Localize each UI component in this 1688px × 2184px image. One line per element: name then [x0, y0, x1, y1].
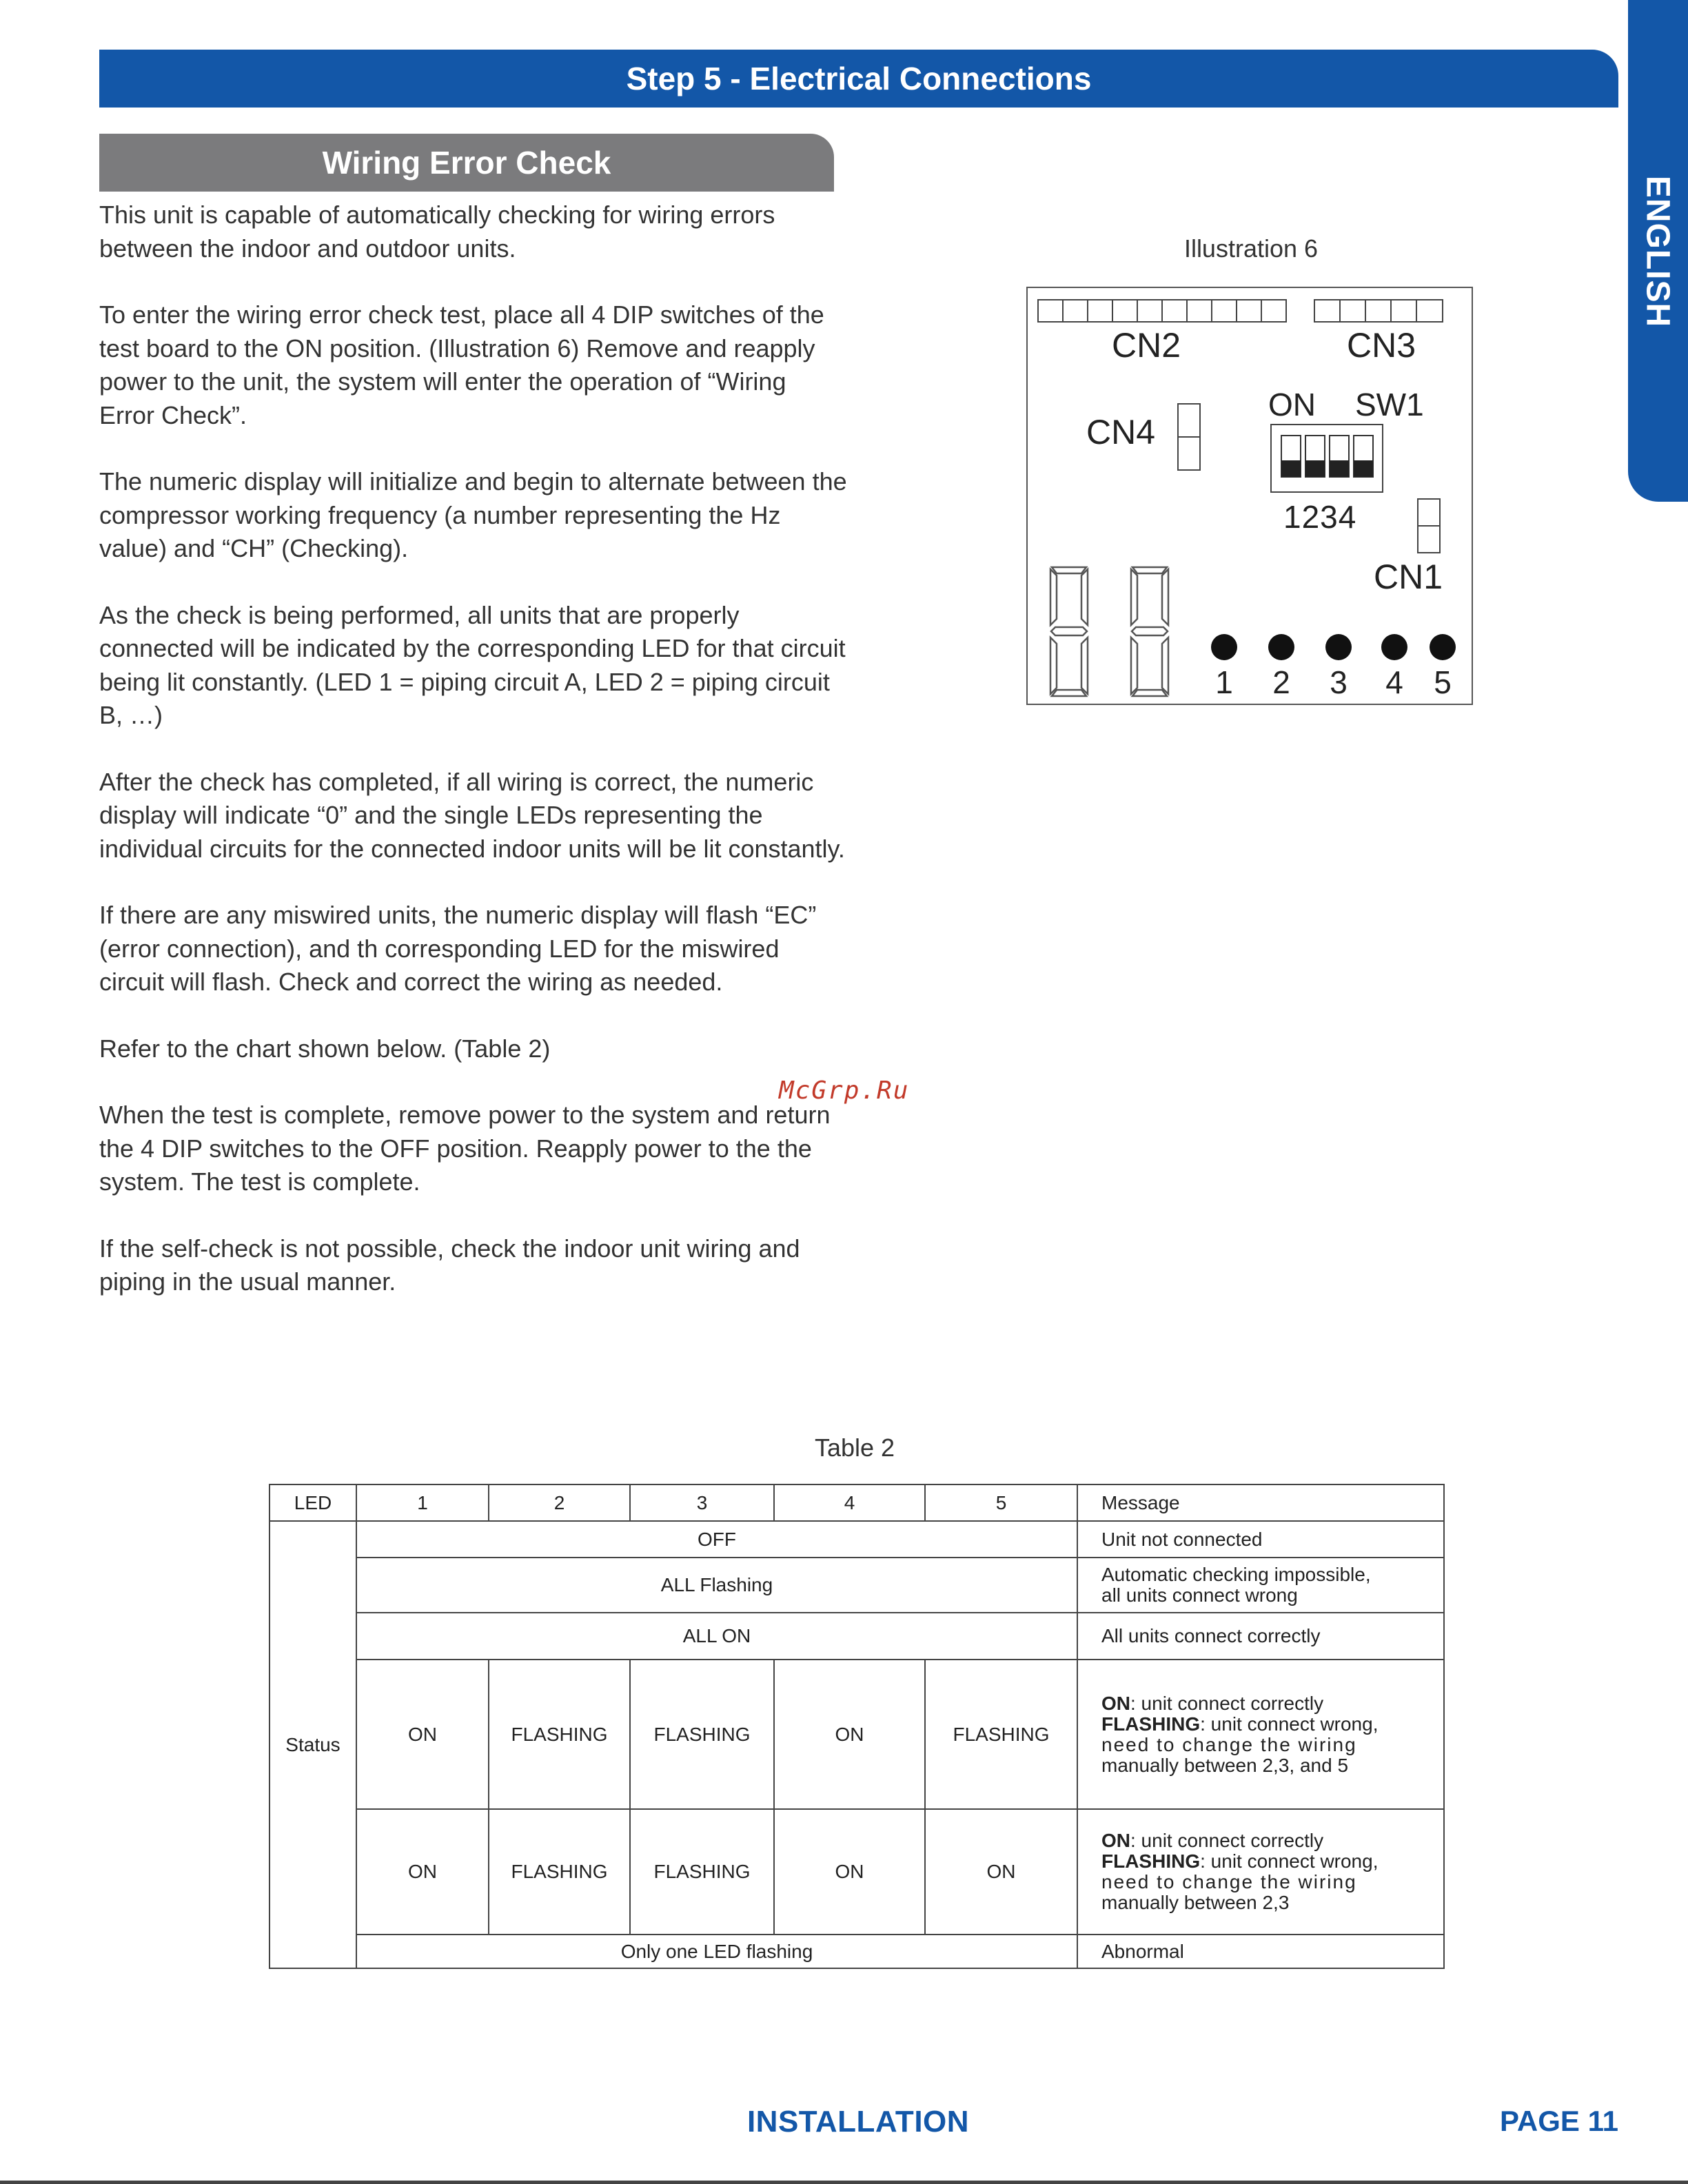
message-cell: Abnormal	[1077, 1935, 1444, 1968]
state-cell: ON	[774, 1809, 925, 1935]
cn4-label: CN4	[1086, 413, 1156, 451]
on-key: ON	[1101, 1830, 1130, 1851]
message-line	[1101, 1851, 1438, 1872]
state-cell: ON	[925, 1809, 1077, 1935]
cn3-connector	[1314, 300, 1443, 322]
led-1	[1211, 634, 1237, 660]
flash-text: : unit connect wrong,	[1200, 1850, 1379, 1872]
numeric-display	[1050, 567, 1168, 696]
state-cell: ON	[774, 1660, 925, 1809]
state-cell: FLASHING	[489, 1809, 630, 1935]
language-tab-label: ENGLISH	[1639, 175, 1676, 328]
state-cell: ON	[356, 1660, 489, 1809]
state-cell: Only one LED flashing	[356, 1935, 1077, 1968]
on-key: ON	[1101, 1692, 1130, 1714]
message-cell	[1077, 1660, 1444, 1809]
footer-page-number: PAGE 11	[1500, 2105, 1618, 2137]
illustration-caption: Illustration 6	[1183, 234, 1319, 263]
header-cell: 2	[489, 1484, 630, 1521]
header-cell: LED	[270, 1484, 356, 1521]
led-status-table	[269, 1484, 1445, 1969]
cn4-connector	[1178, 404, 1200, 470]
digit-2	[1131, 567, 1168, 696]
message-line: manually between 2,3, and 5	[1101, 1754, 1349, 1776]
paragraph: When the test is complete, remove power to the system and return the 4 DIP switches to the OFF position. Reapply power to the the system. The test is complete.	[99, 1101, 831, 1196]
cn2-connector	[1038, 300, 1286, 322]
flash-text: : unit connect wrong,	[1200, 1713, 1379, 1735]
flash-key: FLASHING	[1101, 1850, 1201, 1872]
test-board-illustration	[1026, 287, 1473, 705]
paragraph: The numeric display will initialize and begin to alternate between the compressor working frequency (a number representing the Hz value) and “CH” (Checking).	[99, 467, 847, 562]
header-cell: 5	[925, 1484, 1077, 1521]
state-cell: FLASHING	[630, 1809, 774, 1935]
message-line: Automatic checking impossible,	[1101, 1564, 1371, 1585]
table-row	[270, 1935, 1444, 1968]
message-cell	[1077, 1558, 1444, 1613]
table-row	[270, 1660, 1444, 1809]
state-cell: FLASHING	[925, 1660, 1077, 1809]
message-line: need to change the wiring	[1101, 1871, 1357, 1892]
paragraph: This unit is capable of automatically checking for wiring errors between the indoor and outdoor units.	[99, 201, 775, 263]
led-number: 1	[1215, 664, 1233, 700]
header-cell: 4	[774, 1484, 925, 1521]
led-4	[1381, 634, 1407, 660]
header-cell: Message	[1077, 1484, 1444, 1521]
paragraph: To enter the wiring error check test, place all 4 DIP switches of the test board to the ON position. (Illustration 6) Remove and reapply power to the unit, the system will enter the operation of “Wiring Error Check”.	[99, 300, 824, 429]
table-row	[270, 1809, 1444, 1935]
cn2-label: CN2	[1112, 326, 1181, 365]
led-number: 2	[1272, 664, 1290, 700]
section-header-bar	[99, 134, 834, 192]
table-row	[270, 1558, 1444, 1613]
watermark: McGrp.Ru	[779, 1076, 910, 1105]
state-cell: FLASHING	[489, 1660, 630, 1809]
led-number: 4	[1385, 664, 1403, 700]
switch-name-label: SW1	[1355, 387, 1424, 422]
message-cell: Unit not connected	[1077, 1521, 1444, 1558]
led-3	[1325, 634, 1352, 660]
language-tab	[1628, 0, 1688, 502]
on-text: : unit connect correctly	[1130, 1830, 1324, 1851]
state-cell: FLASHING	[630, 1660, 774, 1809]
message-line: all units connect wrong	[1101, 1584, 1298, 1606]
paragraph: If the self-check is not possible, check the indoor unit wiring and piping in the usual manner.	[99, 1234, 800, 1296]
body-text	[99, 198, 847, 1332]
paragraph: If there are any miswired units, the numeric display will flash “EC” (error connection), and th corresponding LED for the miswired circuit will flash. Check and correct the wiring as needed.	[99, 901, 817, 996]
step-title: Step 5 - Electrical Connections	[626, 61, 1092, 96]
bottom-rule	[0, 2181, 1688, 2184]
on-text: : unit connect correctly	[1130, 1692, 1324, 1714]
led-indicators	[1211, 634, 1456, 660]
header-cell: 1	[356, 1484, 489, 1521]
state-cell: ALL ON	[356, 1613, 1077, 1660]
header-cell: 3	[630, 1484, 774, 1521]
message-cell	[1077, 1809, 1444, 1935]
table-header-row	[270, 1484, 1444, 1521]
table-caption: Table 2	[814, 1433, 895, 1462]
footer-section-label: INSTALLATION	[746, 2105, 970, 2139]
message-line	[1101, 1830, 1438, 1851]
table-row	[270, 1521, 1444, 1558]
flash-key: FLASHING	[1101, 1713, 1201, 1735]
message-line	[1101, 1693, 1438, 1714]
paragraph: As the check is being performed, all units that are properly connected will be indicated by the corresponding LED for that circuit being lit constantly. (LED 1 = piping circuit A, LED 2 = piping circuit B, …)	[99, 600, 846, 729]
message-cell: All units connect correctly	[1077, 1613, 1444, 1660]
switch-numbers: 1234	[1283, 499, 1357, 535]
dip-switch-sw1	[1271, 425, 1383, 492]
state-cell: ALL Flashing	[356, 1558, 1077, 1613]
switch-on-label: ON	[1268, 387, 1316, 422]
cn1-connector	[1418, 499, 1440, 553]
section-title: Wiring Error Check	[322, 145, 611, 181]
cn3-label: CN3	[1347, 326, 1416, 365]
cn1-label: CN1	[1374, 558, 1443, 596]
message-line: need to change the wiring	[1101, 1733, 1357, 1755]
led-5	[1430, 634, 1456, 660]
digit-1	[1050, 567, 1088, 696]
paragraph: After the check has completed, if all wiring is correct, the numeric display will indicate “0” and the single LEDs representing the individual circuits for the connected indoor units will be lit constantly.	[99, 767, 845, 863]
message-line	[1101, 1714, 1438, 1735]
message-line: manually between 2,3	[1101, 1892, 1290, 1913]
paragraph: Refer to the chart shown below. (Table 2)	[99, 1034, 551, 1063]
state-cell: ON	[356, 1809, 489, 1935]
state-cell: OFF	[356, 1521, 1077, 1558]
status-label-cell: Status	[270, 1521, 356, 1968]
led-number: 5	[1434, 664, 1452, 700]
led-number: 3	[1330, 664, 1348, 700]
led-2	[1268, 634, 1294, 660]
step-header-bar	[99, 50, 1618, 108]
table-row	[270, 1613, 1444, 1660]
